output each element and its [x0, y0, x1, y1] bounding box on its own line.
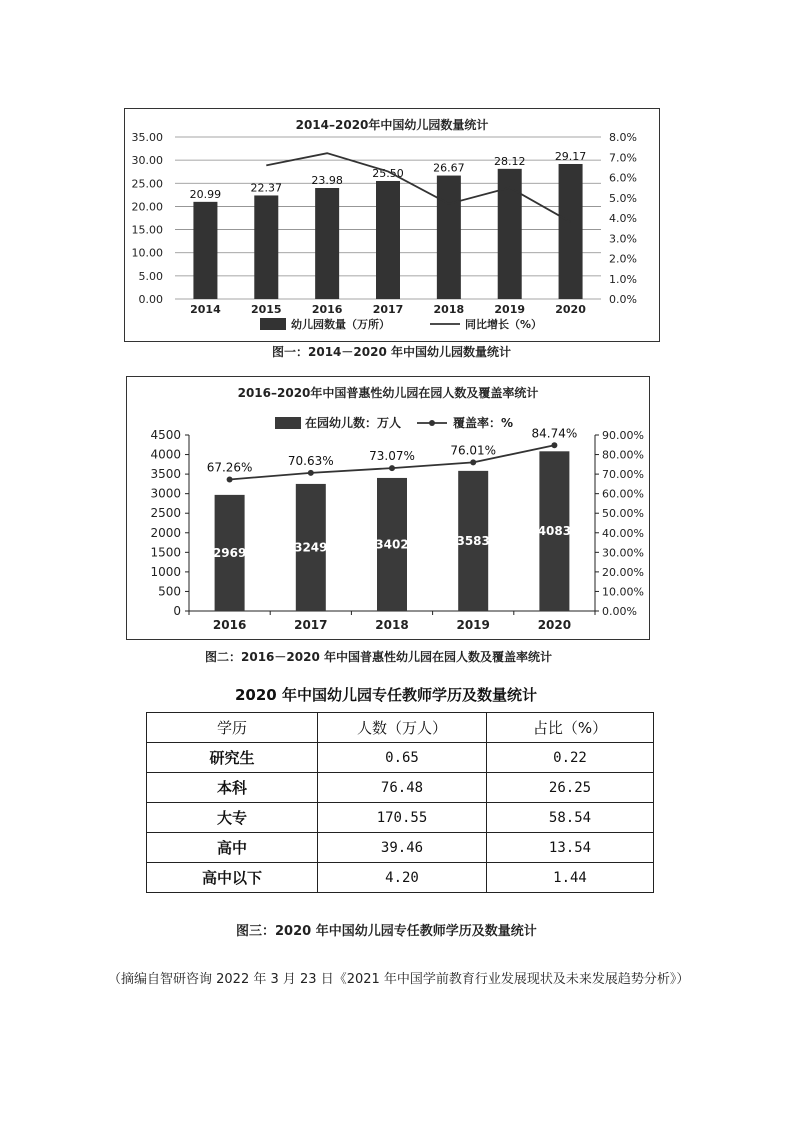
y2-tick-label: 5.0%	[609, 191, 637, 205]
y2-tick-label: 8.0%	[609, 131, 637, 144]
legend-line-label: 同比增长（%）	[465, 318, 543, 331]
y-tick-label: 20.00	[131, 200, 163, 214]
figure-caption-2: 图二：2016－2020 年中国普惠性幼儿园在园人数及覆盖率统计	[205, 650, 552, 664]
x-tick-label: 2014	[190, 303, 221, 316]
bar	[376, 181, 400, 299]
coverage-value-label: 84.74%	[531, 426, 578, 441]
figure-caption-1: 图一：2014－2020 年中国幼儿园数量统计	[272, 345, 511, 359]
chart-inclusive-enrollment-svg	[127, 377, 649, 639]
bar-value-label: 25.50	[372, 166, 404, 180]
x-tick-label: 2017	[372, 303, 404, 316]
cell-share: 26.25	[487, 773, 654, 803]
chart-title: 2014–2020年中国幼儿园数量统计	[295, 118, 489, 132]
legend-line-marker	[429, 420, 435, 426]
legend-line-label: 覆盖率：%	[453, 416, 514, 430]
bar-value-label: 28.12	[493, 154, 526, 168]
y-tick-label: 0.00	[138, 293, 163, 306]
x-tick-label: 2018	[375, 618, 409, 632]
y-tick-label: 3500	[150, 467, 181, 482]
chart-title: 2016–2020年中国普惠性幼儿园在园人数及覆盖率统计	[237, 386, 539, 400]
bar	[559, 164, 583, 299]
y2-tick-label: 2.0%	[609, 252, 637, 266]
legend-bar-label: 在园幼儿数：万人	[305, 416, 402, 430]
y2-tick-label: 1.0%	[609, 272, 637, 286]
table-row	[147, 863, 654, 893]
coverage-value-label: 67.26%	[206, 460, 253, 475]
table-row	[147, 833, 654, 863]
y-tick-label: 1000	[150, 564, 181, 579]
coverage-point	[470, 459, 476, 465]
bar-value-label: 20.99	[189, 187, 222, 201]
y-tick-label: 2500	[150, 506, 181, 521]
cell-education: 本科	[147, 773, 318, 803]
cell-share: 1.44	[487, 863, 654, 893]
y2-tick-label: 6.0%	[609, 171, 637, 185]
cell-count: 0.65	[318, 743, 487, 773]
y-tick-label: 500	[158, 584, 181, 599]
table-row	[147, 773, 654, 803]
y2-tick-label: 4.0%	[609, 212, 637, 225]
cell-education: 大专	[147, 803, 318, 833]
header-education: 学历	[147, 713, 318, 743]
cell-count: 76.48	[318, 773, 487, 803]
x-tick-label: 2016	[212, 618, 247, 632]
table-row	[147, 743, 654, 773]
y2-tick-label: 0.00%	[602, 605, 637, 618]
bar-value-label: 4083	[537, 524, 572, 539]
coverage-value-label: 73.07%	[369, 449, 415, 464]
bar-value-label: 26.67	[433, 161, 465, 175]
cell-count: 170.55	[318, 803, 487, 833]
coverage-value-label: 70.63%	[287, 453, 334, 468]
y-tick-label: 5.00	[138, 269, 163, 283]
y2-tick-label: 70.00%	[602, 468, 644, 482]
x-tick-label: 2018	[433, 303, 465, 316]
bar-value-label: 3402	[375, 537, 409, 552]
y2-tick-label: 50.00%	[602, 507, 644, 521]
y-tick-label: 2000	[150, 525, 181, 540]
coverage-point	[389, 465, 395, 471]
coverage-point	[308, 470, 314, 476]
cell-count: 39.46	[318, 833, 487, 863]
coverage-point	[551, 442, 557, 448]
table-row	[147, 803, 654, 833]
y2-tick-label: 40.00%	[602, 526, 644, 540]
y-tick-label: 35.00	[131, 131, 163, 144]
legend-bar-swatch	[275, 417, 301, 429]
cell-share: 13.54	[487, 833, 654, 863]
bar-value-label: 22.37	[250, 181, 283, 195]
chart-kindergarten-count-svg	[125, 109, 659, 341]
coverage-value-label: 76.01%	[450, 443, 497, 458]
y-tick-label: 30.00	[131, 154, 163, 168]
x-tick-label: 2015	[250, 303, 282, 316]
y-tick-label: 1500	[150, 545, 181, 560]
table-header-row	[147, 713, 654, 743]
x-tick-label: 2019	[494, 303, 526, 316]
x-tick-label: 2016	[311, 303, 343, 316]
cell-share: 58.54	[487, 803, 654, 833]
bar-value-label: 23.98	[311, 174, 343, 188]
y2-tick-label: 0.0%	[609, 293, 637, 306]
x-tick-label: 2020	[555, 303, 586, 316]
y-tick-label: 25.00	[131, 177, 163, 191]
x-tick-label: 2020	[537, 618, 572, 632]
y2-tick-label: 7.0%	[609, 151, 637, 165]
x-tick-label: 2019	[456, 618, 490, 632]
y2-tick-label: 3.0%	[609, 232, 637, 246]
bar-value-label: 29.17	[554, 149, 587, 163]
y2-tick-label: 20.00%	[602, 565, 644, 579]
y2-tick-label: 30.00%	[602, 546, 644, 560]
coverage-point	[227, 476, 233, 482]
source-note: （摘编自智研咨询 2022 年 3 月 23 日《2021 年中国学前教育行业发展现状及未来发展趋势分析》）	[108, 972, 690, 987]
y-tick-label: 15.00	[131, 223, 163, 237]
y-tick-label: 0	[173, 604, 181, 618]
x-tick-label: 2017	[294, 618, 328, 632]
figure-caption-3: 图三：2020 年中国幼儿园专任教师学历及数量统计	[236, 924, 537, 939]
y-tick-label: 3000	[150, 486, 181, 501]
y-tick-label: 4000	[150, 447, 181, 462]
y-tick-label: 4500	[150, 428, 181, 442]
cell-education: 高中	[147, 833, 318, 863]
y2-tick-label: 90.00%	[602, 429, 644, 442]
legend-bar-label: 幼儿园数量（万所）	[291, 318, 390, 331]
teacher-education-table	[146, 712, 654, 893]
y-tick-label: 10.00	[131, 246, 163, 260]
bar	[254, 195, 278, 299]
y2-tick-label: 10.00%	[602, 585, 644, 599]
bar	[315, 188, 339, 299]
header-count: 人数（万人）	[318, 713, 487, 743]
table-title: 2020 年中国幼儿园专任教师学历及数量统计	[235, 686, 537, 704]
bar-value-label: 3583	[456, 533, 490, 548]
legend-bar-swatch	[260, 318, 286, 330]
bar-value-label: 3249	[294, 540, 328, 555]
bar	[193, 202, 217, 299]
y2-tick-label: 80.00%	[602, 448, 644, 462]
cell-education: 高中以下	[147, 863, 318, 893]
cell-share: 0.22	[487, 743, 654, 773]
bar-value-label: 2969	[212, 545, 247, 560]
cell-count: 4.20	[318, 863, 487, 893]
chart-inclusive-enrollment	[126, 376, 650, 640]
bar	[437, 176, 461, 299]
y2-tick-label: 60.00%	[602, 487, 644, 501]
header-share: 占比（%）	[487, 713, 654, 743]
chart-kindergarten-count	[124, 108, 660, 342]
cell-education: 研究生	[147, 743, 318, 773]
